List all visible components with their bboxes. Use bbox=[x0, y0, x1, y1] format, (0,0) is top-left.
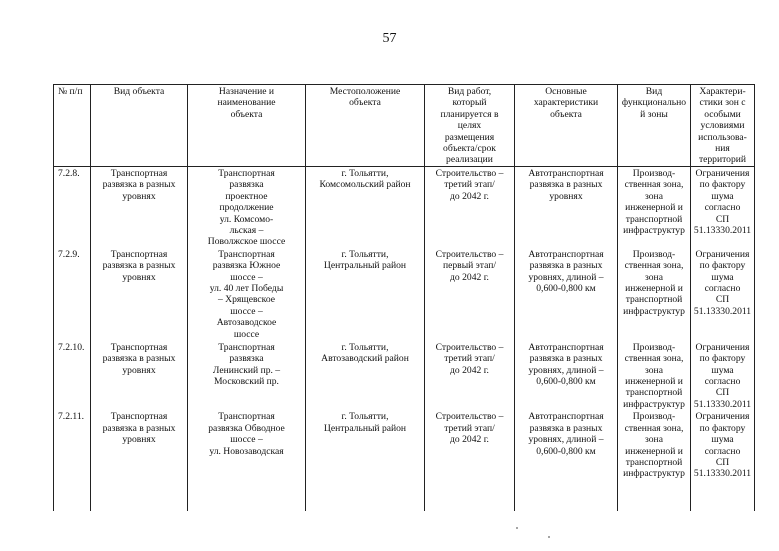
scan-speck bbox=[516, 527, 518, 529]
cell-characteristics: Автотранспортная развязка в разных уровнях, длиной – 0,600-0,800 км bbox=[515, 248, 618, 341]
cell-purpose: Транспортная развязка Южное шоссе – ул. 40 лет Победы – Хрящевское шоссе – Автозаводское шоссе bbox=[188, 248, 306, 341]
cell-number: 7.2.10. bbox=[54, 341, 91, 410]
cell-functional-zone: Производ- ственная зона, зона инженерной и транспортной инфраструктур bbox=[618, 167, 691, 248]
cell-work-type: Строительство – первый этап/ до 2042 г. bbox=[425, 248, 515, 341]
header-cell-object-type: Вид объекта bbox=[91, 85, 188, 167]
header-cell-functional-zone: Вид функционально й зоны bbox=[618, 85, 691, 167]
cell-object-type: Транспортная развязка в разных уровнях bbox=[91, 167, 188, 248]
cell-purpose: Транспортная развязка Обводное шоссе – ул. Новозаводская bbox=[188, 410, 306, 511]
cell-functional-zone: Производ- ственная зона, зона инженерной и транспортной инфраструктур bbox=[618, 341, 691, 410]
cell-zone-restrictions: Ограничения по фактору шума согласно СП 51.13330.2011 bbox=[691, 410, 755, 511]
table-row bbox=[54, 341, 755, 410]
cell-purpose: Транспортная развязка Ленинский пр. – Московский пр. bbox=[188, 341, 306, 410]
cell-functional-zone: Производ- ственная зона, зона инженерной и транспортной инфраструктур bbox=[618, 248, 691, 341]
cell-zone-restrictions: Ограничения по фактору шума согласно СП 51.13330.2011 bbox=[691, 341, 755, 410]
cell-zone-restrictions: Ограничения по фактору шума согласно СП 51.13330.2011 bbox=[691, 248, 755, 341]
cell-number: 7.2.9. bbox=[54, 248, 91, 341]
page-number: 57 bbox=[382, 31, 397, 46]
cell-location: г. Тольятти, Комсомольский район bbox=[306, 167, 425, 248]
table-row bbox=[54, 410, 755, 511]
cell-zone-restrictions: Ограничения по фактору шума согласно СП 51.13330.2011 bbox=[691, 167, 755, 248]
cell-characteristics: Автотранспортная развязка в разных уровнях, длиной – 0,600-0,800 км bbox=[515, 341, 618, 410]
cell-location: г. Тольятти, Центральный район bbox=[306, 410, 425, 511]
header-cell-work-type: Вид работ, который планируется в целях размещения объекта/срок реализации bbox=[425, 85, 515, 167]
zones-table bbox=[53, 84, 755, 511]
cell-number: 7.2.11. bbox=[54, 410, 91, 511]
cell-object-type: Транспортная развязка в разных уровнях bbox=[91, 410, 188, 511]
cell-characteristics: Автотранспортная развязка в разных уровнях, длиной – 0,600-0,800 км bbox=[515, 410, 618, 511]
header-cell-location: Местоположение объекта bbox=[306, 85, 425, 167]
table-row bbox=[54, 248, 755, 341]
cell-characteristics: Автотранспортная развязка в разных уровнях bbox=[515, 167, 618, 248]
header-cell-number: № п/п bbox=[54, 85, 91, 167]
header-cell-zone-restrictions: Характери- стики зон с особыми условиями использова- ния территорий bbox=[691, 85, 755, 167]
header-cell-purpose: Назначение и наименование объекта bbox=[188, 85, 306, 167]
table-header-row bbox=[54, 85, 755, 167]
cell-object-type: Транспортная развязка в разных уровнях bbox=[91, 248, 188, 341]
cell-number: 7.2.8. bbox=[54, 167, 91, 248]
cell-purpose: Транспортная развязка проектное продолжение ул. Комсомо- льская – Поволжское шоссе bbox=[188, 167, 306, 248]
cell-work-type: Строительство – третий этап/ до 2042 г. bbox=[425, 410, 515, 511]
header-cell-characteristics: Основные характеристики объекта bbox=[515, 85, 618, 167]
cell-object-type: Транспортная развязка в разных уровнях bbox=[91, 341, 188, 410]
cell-location: г. Тольятти, Автозаводский район bbox=[306, 341, 425, 410]
scan-speck bbox=[548, 536, 550, 538]
cell-work-type: Строительство – третий этап/ до 2042 г. bbox=[425, 341, 515, 410]
cell-functional-zone: Производ- ственная зона, зона инженерной и транспортной инфраструктур bbox=[618, 410, 691, 511]
cell-work-type: Строительство – третий этап/ до 2042 г. bbox=[425, 167, 515, 248]
cell-location: г. Тольятти, Центральный район bbox=[306, 248, 425, 341]
table-row bbox=[54, 167, 755, 248]
